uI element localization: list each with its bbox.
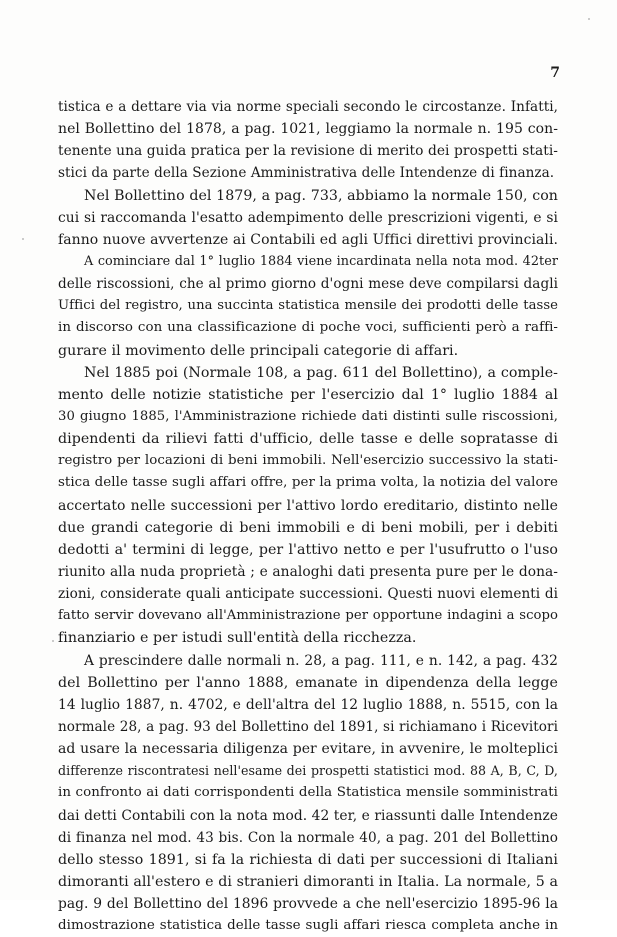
page-number: 7 xyxy=(550,65,560,81)
text-line: fanno nuove avvertenze ai Contabili ed agli Uffici direttivi provinciali. xyxy=(58,231,558,248)
text-line: in discorso con una classificazione di poche voci, sufficienti però a raffi- xyxy=(58,320,558,336)
text-line: ad usare la necessaria diligenza per evitare, in avvenire, le molteplici xyxy=(58,741,558,758)
text-line: mento delle notizie statistiche per l'esercizio dal 1° luglio 1884 al xyxy=(58,386,558,403)
text-line: dimostrazione statistica delle tasse sugli affari riesca completa anche in xyxy=(58,918,558,934)
text-line: due grandi categorie di beni immobili e di beni mobili, per i debiti xyxy=(58,519,558,536)
text-line: tenente una guida pratica per la revisione di merito dei prospetti stati- xyxy=(58,143,558,160)
text-line: Nel Bollettino del 1879, a pag. 733, abbiamo la normale 150, con xyxy=(84,187,558,204)
text-line: di finanza nel mod. 43 bis. Con la normale 40, a pag. 201 del Bollettino xyxy=(58,829,558,846)
scan-speck xyxy=(22,238,24,240)
text-line: finanziario e per istudi sull'entità della ricchezza. xyxy=(58,630,417,647)
text-line: normale 28, a pag. 93 del Bollettino del 1891, si richiamano i Ricevitori xyxy=(58,718,558,735)
text-line: delle riscossioni, che al primo giorno d'ogni mese deve compilarsi dagli xyxy=(58,276,558,293)
text-line: in confronto ai dati corrispondenti della Statistica mensile somministrati xyxy=(58,785,558,801)
text-line: riunito alla nuda proprietà ; e analoghi dati presenta pure per le dona- xyxy=(58,563,558,580)
text-line: fatto servir dovevano all'Amministrazione per opportune indagini a scopo xyxy=(58,608,558,624)
text-line: registro per locazioni di beni immobili. Nell'esercizio successivo la stati- xyxy=(58,453,558,469)
text-line: dipendenti da rilievi fatti d'ufficio, delle tasse e delle sopratasse di xyxy=(58,431,558,448)
text-line: 30 giugno 1885, l'Amministrazione richiede dati distinti sulle riscossioni, xyxy=(58,408,558,424)
scan-speck xyxy=(52,640,54,642)
text-line: A cominciare dal 1° luglio 1884 viene incardinata nella nota mod. 42ter xyxy=(84,253,558,269)
text-line: pag. 9 del Bollettino del 1896 provvede a che nell'esercizio 1895-96 la xyxy=(58,896,558,913)
text-line: Uffici del registro, una succinta statistica mensile dei prodotti delle tasse xyxy=(58,298,558,314)
text-line: dimoranti all'estero e di stranieri dimoranti in Italia. La normale, 5 a xyxy=(58,873,558,890)
text-line: 14 luglio 1887, n. 4702, e dell'altra del 12 luglio 1888, n. 5515, con la xyxy=(58,696,558,713)
text-line: zioni, considerate quali anticipate successioni. Questi nuovi elementi di xyxy=(58,586,558,603)
text-line: dai detti Contabili con la nota mod. 42 ter, e riassunti dalle Intendenze xyxy=(58,807,558,824)
text-line: A prescindere dalle normali n. 28, a pag. 111, e n. 142, a pag. 432 xyxy=(84,652,558,669)
text-line: stica delle tasse sugli affari offre, per la prima volta, la notizia del valore xyxy=(58,475,558,491)
text-line: dello stesso 1891, si fa la richiesta di dati per successioni di Italiani xyxy=(58,851,558,868)
text-line: gurare il movimento delle principali categorie di affari. xyxy=(58,342,459,359)
text-line: cui si raccomanda l'esatto adempimento delle prescrizioni vigenti, e si xyxy=(58,209,558,226)
text-line: del Bollettino per l'anno 1888, emanate in dipendenza della legge xyxy=(58,674,558,691)
scan-speck xyxy=(588,18,590,20)
body-text xyxy=(58,96,558,937)
text-line: tistica e a dettare via via norme speciali secondo le circostanze. Infatti, xyxy=(58,99,558,115)
text-line: nel Bollettino del 1878, a pag. 1021, leggiamo la normale n. 195 con- xyxy=(58,121,558,138)
text-line: accertato nelle successioni per l'attivo lordo ereditario, distinto nelle xyxy=(58,497,558,514)
text-line: differenze riscontratesi nell'esame dei prospetti statistici mod. 88 A, B, C, D, xyxy=(58,763,558,779)
text-line: Nel 1885 poi (Normale 108, a pag. 611 del Bollettino), a comple- xyxy=(84,364,558,381)
text-line: stici da parte della Sezione Amministrativa delle Intendenze di finanza. xyxy=(58,165,555,182)
text-line: dedotti a' termini di legge, per l'attivo netto e per l'usufrutto o l'uso xyxy=(58,541,558,558)
